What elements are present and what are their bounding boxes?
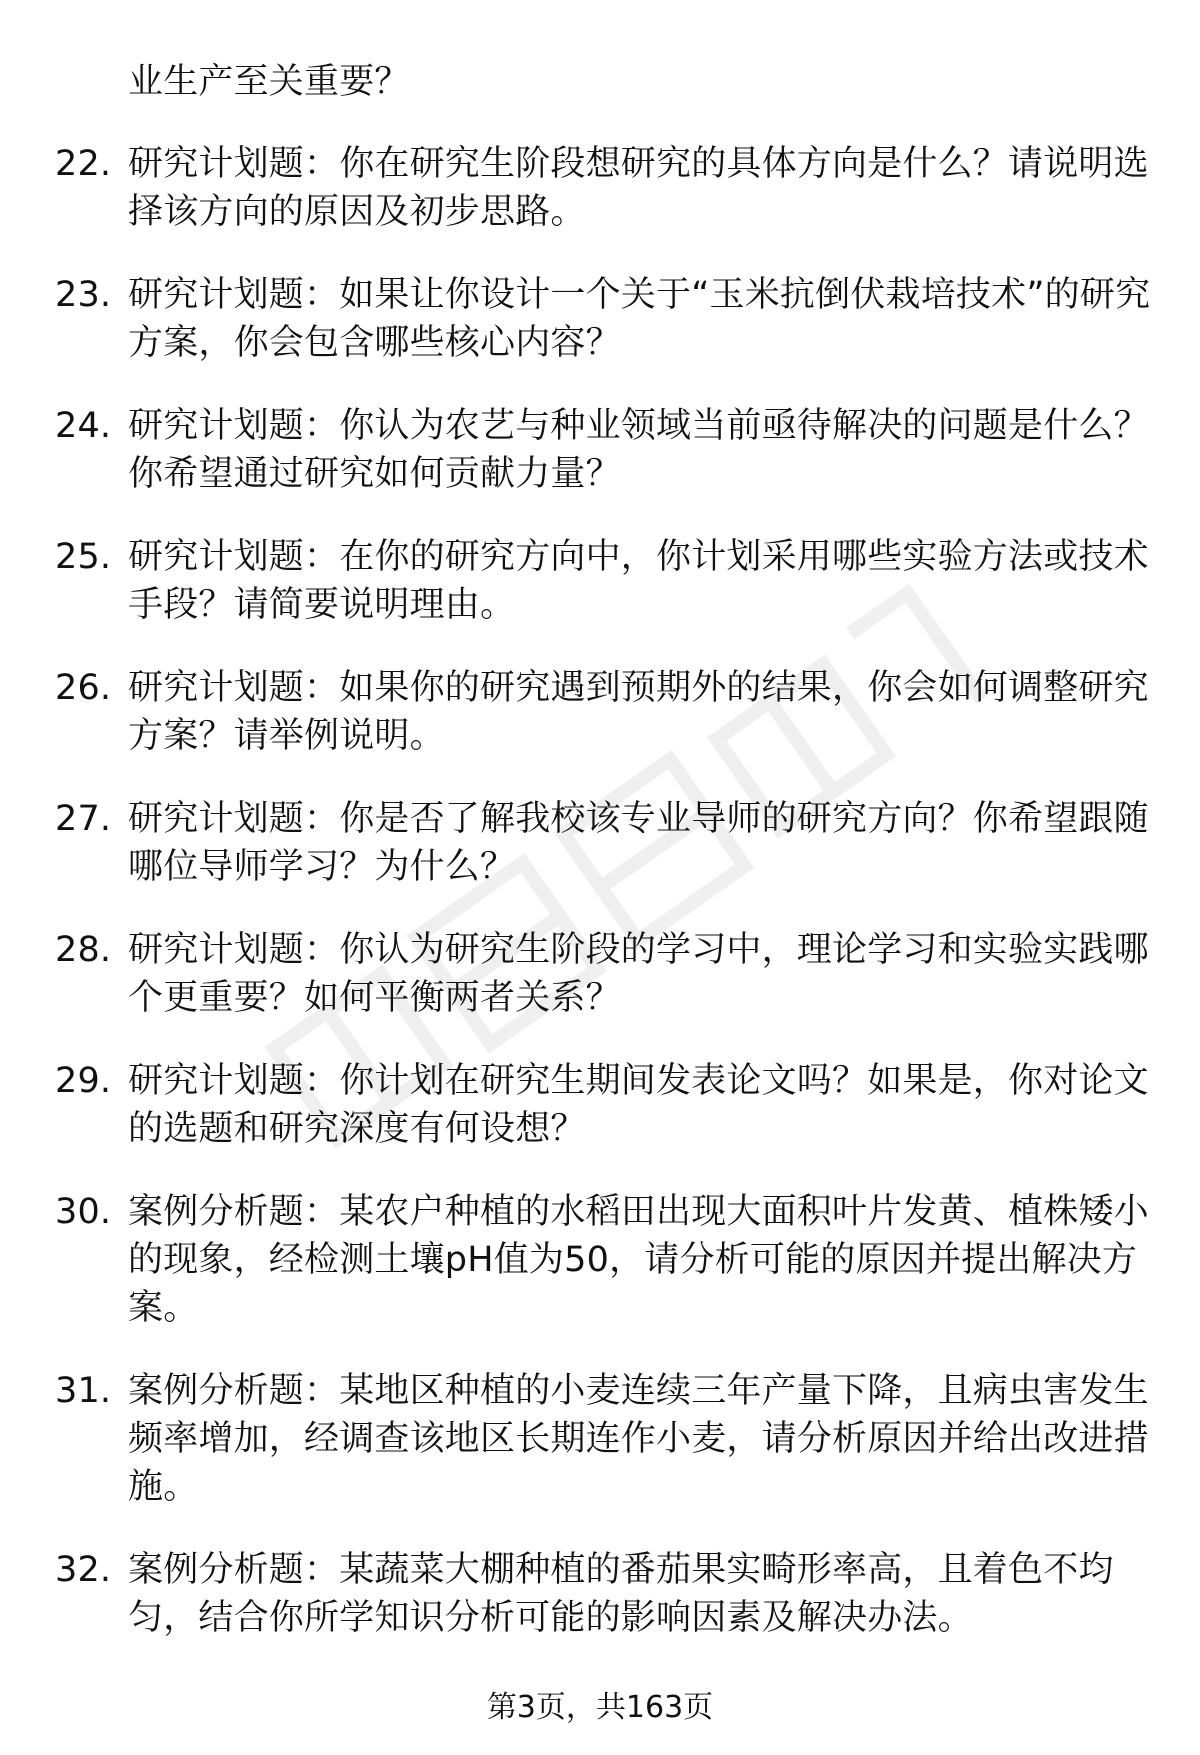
question-item-26 <box>55 664 1165 760</box>
question-item-31 <box>55 1367 1165 1511</box>
question-text: 研究计划题：在你的研究方向中，你计划采用哪些实验方法或技术手段？请简要说明理由。 <box>128 537 1149 625</box>
question-item-24 <box>55 402 1165 498</box>
question-number: 32. <box>55 1550 112 1590</box>
page-number-footer: 第3页，共163页 <box>486 1690 714 1725</box>
question-number: 31. <box>55 1371 112 1411</box>
question-number: 29. <box>55 1061 112 1101</box>
question-text: 研究计划题：你是否了解我校该专业导师的研究方向？你希望跟随哪位导师学习？为什么？ <box>128 799 1149 887</box>
question-number: 24. <box>55 406 112 446</box>
question-text: 研究计划题：如果你的研究遇到预期外的结果，你会如何调整研究方案？请举例说明。 <box>128 668 1149 756</box>
question-item-29 <box>55 1057 1165 1153</box>
question-item-32 <box>55 1546 1165 1642</box>
question-item-27 <box>55 795 1165 891</box>
question-text: 研究计划题：你认为研究生阶段的学习中，理论学习和实验实践哪个更重要？如何平衡两者关系？ <box>128 930 1149 1018</box>
question-number: 26. <box>55 668 112 708</box>
question-item-22 <box>55 140 1165 236</box>
question-text: 研究计划题：如果让你设计一个关于“玉米抗倒伏栽培技术”的研究方案，你会包含哪些核心内容？ <box>128 275 1151 363</box>
previous-question-continuation: 业生产至关重要？ <box>128 62 410 102</box>
question-list <box>55 58 1165 1677</box>
question-number: 23. <box>55 275 112 315</box>
question-number: 25. <box>55 537 112 577</box>
question-text: 研究计划题：你计划在研究生期间发表论文吗？如果是，你对论文的选题和研究深度有何设想？ <box>128 1061 1149 1149</box>
question-text: 案例分析题：某农户种植的水稻田出现大面积叶片发黄、植株矮小的现象，经检测土壤pH值为50，请分析可能的原因并提出解决方案。 <box>128 1192 1149 1328</box>
question-text: 案例分析题：某地区种植的小麦连续三年产量下降，且病虫害发生频率增加，经调查该地区长期连作小麦，请分析原因并给出改进措施。 <box>128 1371 1149 1507</box>
question-text: 案例分析题：某蔬菜大棚种植的番茄果实畸形率高，且着色不均匀，结合你所学知识分析可能的影响因素及解决办法。 <box>128 1550 1114 1638</box>
question-item-30 <box>55 1188 1165 1332</box>
question-item-28 <box>55 926 1165 1022</box>
question-item-23 <box>55 271 1165 367</box>
question-number: 30. <box>55 1192 112 1232</box>
question-number: 27. <box>55 799 112 839</box>
question-item-25 <box>55 533 1165 629</box>
question-number: 22. <box>55 144 112 184</box>
question-text: 研究计划题：你认为农艺与种业领域当前亟待解决的问题是什么？你希望通过研究如何贡献力量？ <box>128 406 1149 494</box>
question-text: 研究计划题：你在研究生阶段想研究的具体方向是什么？请说明选择该方向的原因及初步思路。 <box>128 144 1149 232</box>
question-number: 28. <box>55 930 112 970</box>
